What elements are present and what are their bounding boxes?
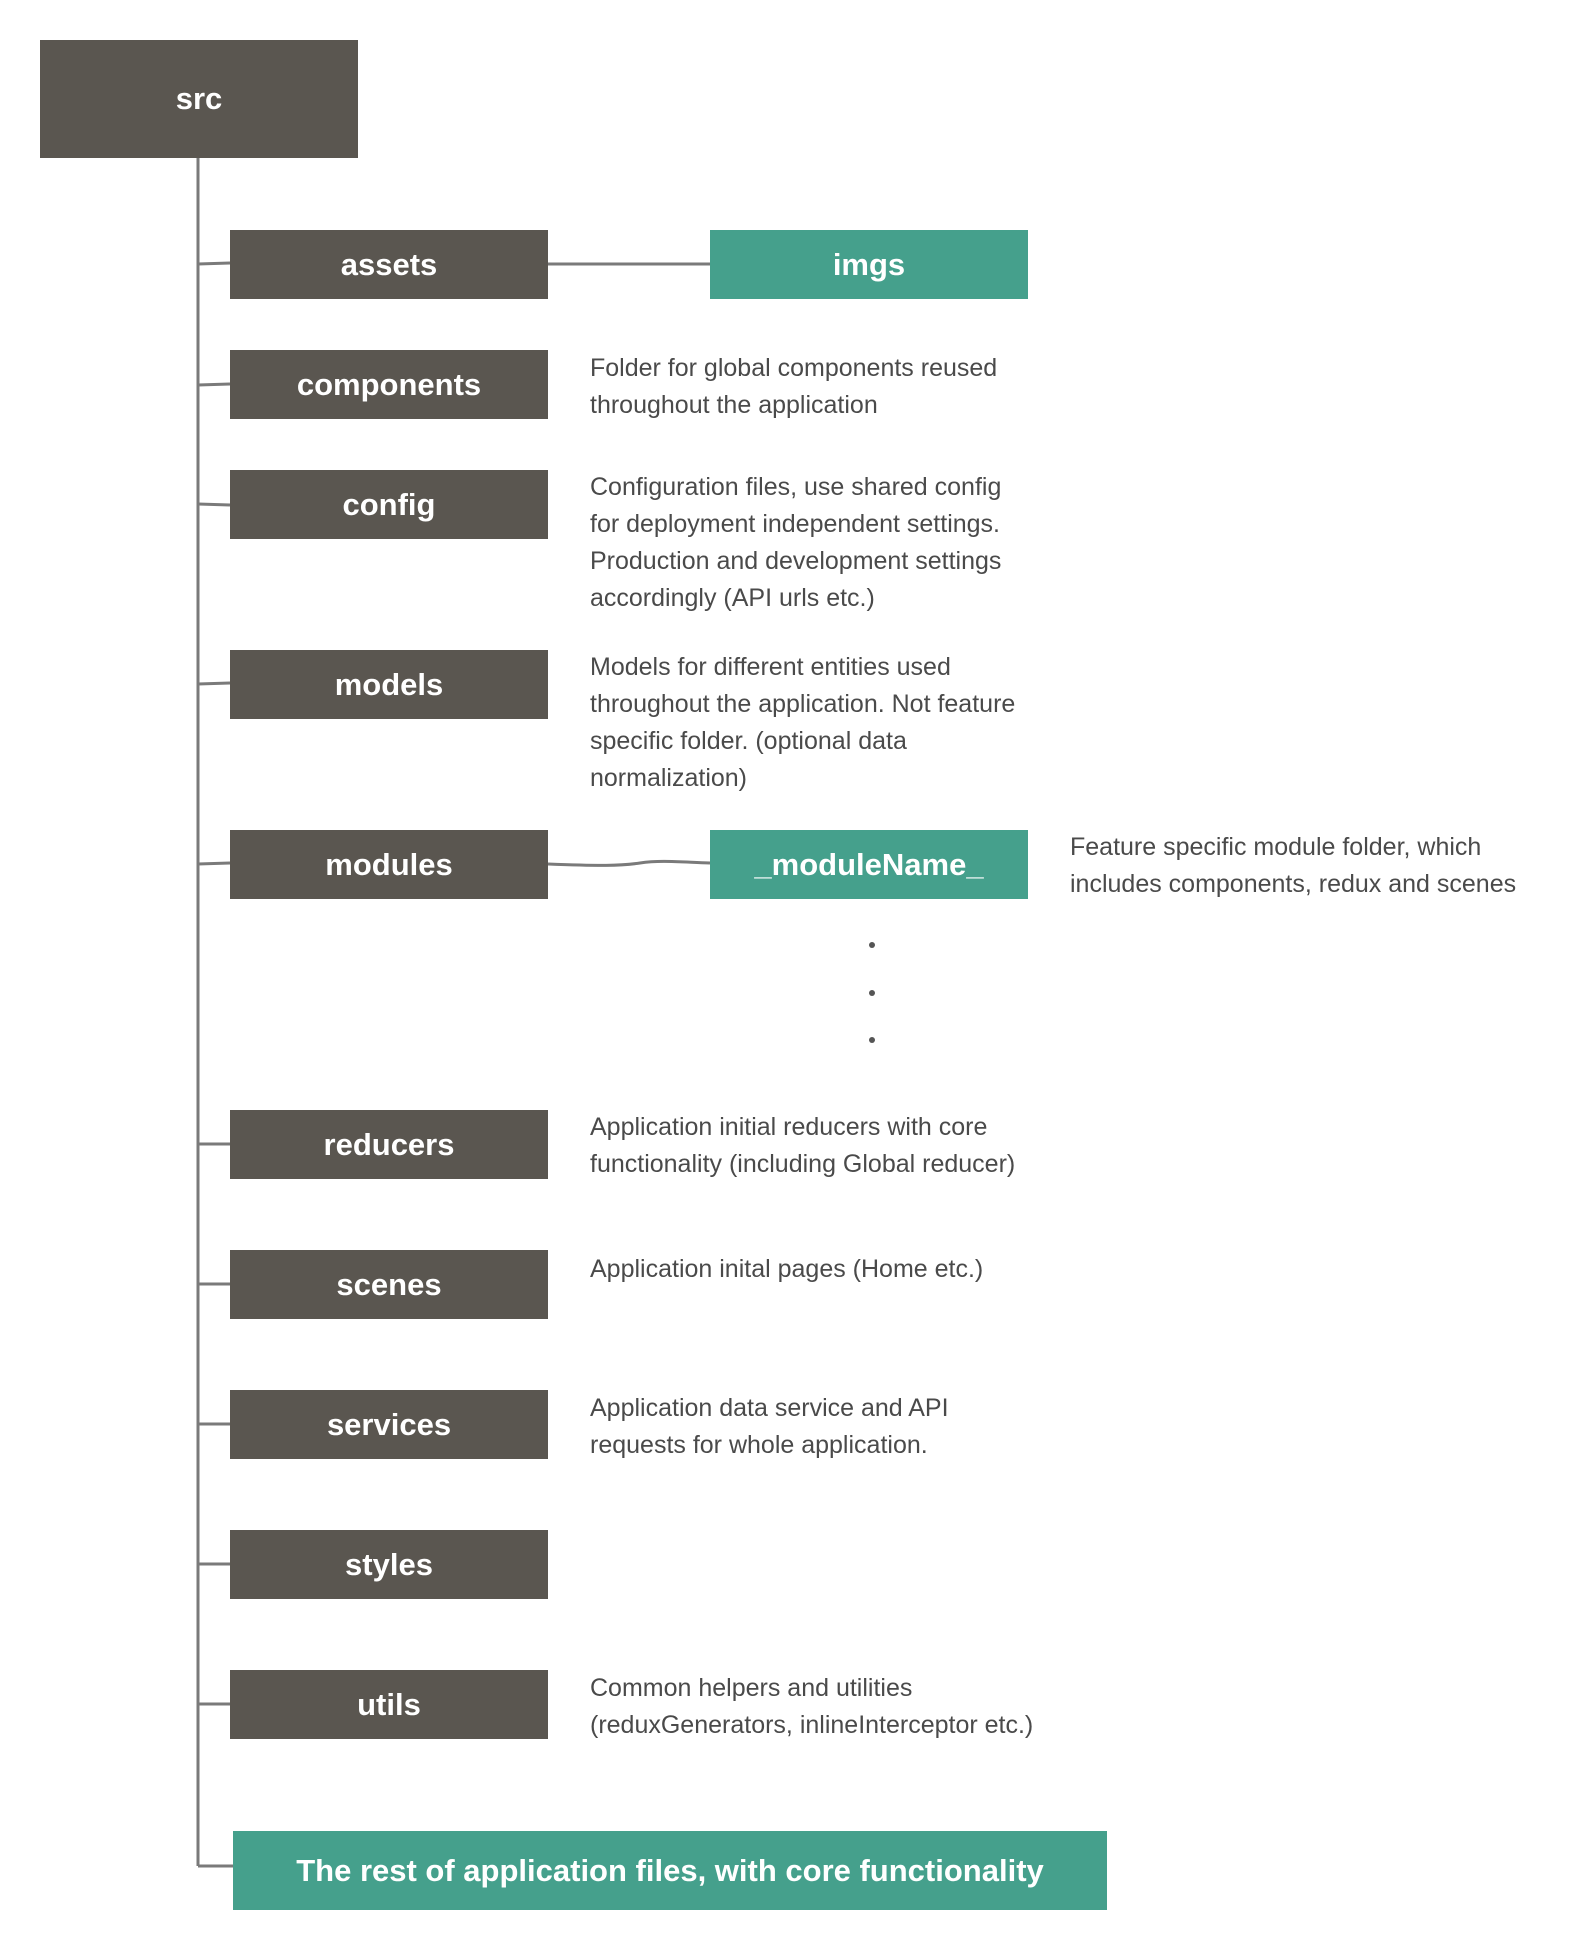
folder-module-name-label: _moduleName_ [754, 846, 984, 882]
folder-styles[interactable] [230, 1530, 548, 1599]
description-line: Application data service and API [590, 1394, 949, 1422]
folder-utils-label: utils [357, 1686, 421, 1722]
folder-styles-label: styles [345, 1546, 433, 1582]
folder-imgs-label: imgs [832, 246, 906, 282]
branch-components [198, 384, 230, 385]
description-utils [590, 1670, 1033, 1744]
description-line: throughout the application [590, 391, 878, 419]
folder-modules[interactable] [230, 830, 548, 899]
description-line: Folder for global components reused [590, 354, 998, 382]
description-line: Production and development settings [590, 547, 1002, 575]
folder-reducers[interactable] [230, 1110, 548, 1179]
description-module-name [1070, 829, 1516, 903]
folder-assets-label: assets [340, 246, 438, 282]
folder-services-label: services [326, 1406, 452, 1442]
branch-config [198, 504, 230, 505]
src-root-label: src [175, 81, 223, 116]
description-line: for deployment independent settings. [590, 510, 1000, 538]
description-line: Application initial reducers with core [590, 1113, 988, 1141]
description-line: Feature specific module folder, which [1070, 833, 1482, 861]
branch-modules [198, 863, 230, 864]
description-line: includes components, redux and scenes [1070, 870, 1517, 898]
description-line: throughout the application. Not feature [590, 690, 1016, 718]
ellipsis-dot [869, 942, 875, 948]
footer-banner[interactable] [233, 1831, 1107, 1910]
description-line: requests for whole application. [590, 1431, 928, 1459]
description-line: normalization) [590, 764, 748, 792]
description-line: (reduxGenerators, inlineInterceptor etc.) [590, 1711, 1034, 1739]
folder-scenes-label: scenes [336, 1266, 442, 1302]
description-line: Common helpers and utilities [590, 1674, 913, 1702]
folder-services[interactable] [230, 1390, 548, 1459]
src-root-folder[interactable] [40, 40, 358, 158]
description-scenes [590, 1251, 983, 1288]
description-reducers [590, 1109, 1015, 1183]
description-components [590, 350, 997, 424]
description-line: Models for different entities used [590, 653, 951, 681]
folder-components[interactable] [230, 350, 548, 419]
branch-assets [198, 263, 230, 264]
folder-imgs[interactable] [710, 230, 1028, 299]
folder-config-label: config [342, 486, 436, 522]
footer-banner-label: The rest of application files, with core functionality [296, 1852, 1044, 1888]
description-line: functionality (including Global reducer) [590, 1150, 1016, 1178]
description-line: Application inital pages (Home etc.) [590, 1255, 984, 1283]
branch-models [198, 683, 230, 684]
connector-modules-modulename [548, 861, 710, 865]
description-line: Configuration files, use shared config [590, 473, 1002, 501]
folder-modules-label: modules [325, 846, 453, 882]
folder-config[interactable] [230, 470, 548, 539]
folder-module-name[interactable] [710, 830, 1028, 899]
ellipsis-dot [869, 990, 875, 996]
description-models [590, 649, 1015, 797]
folder-models[interactable] [230, 650, 548, 719]
description-line: accordingly (API urls etc.) [590, 584, 875, 612]
description-services [590, 1390, 949, 1464]
description-line: specific folder. (optional data [590, 727, 907, 755]
folder-assets[interactable] [230, 230, 548, 299]
ellipsis-dot [869, 1037, 875, 1043]
folder-reducers-label: reducers [323, 1126, 455, 1162]
description-config [590, 469, 1001, 617]
folder-components-label: components [296, 366, 482, 402]
folder-models-label: models [334, 666, 444, 702]
folder-scenes[interactable] [230, 1250, 548, 1319]
folder-utils[interactable] [230, 1670, 548, 1739]
